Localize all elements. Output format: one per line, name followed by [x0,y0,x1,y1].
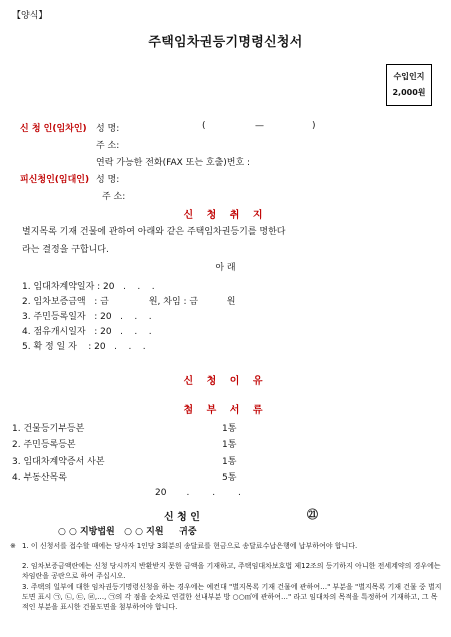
date-line: 20 . . . [155,488,241,498]
note-2: 2. 임차보증금액란에는 신청 당시까지 반환받지 못한 금액을 기재하고, 주택임대차보호법 제12조의 등기하지 아니한 전세계약의 경우에는 차임란을 공란으로 하여 주십시오. [22,562,441,580]
attachment-1-count: 1통 [222,424,237,434]
paren-open: ( [202,121,206,131]
respondent-label: 피신청인(임대인) [20,175,90,185]
note-1: 1. 이 신청서를 접수할 때에는 당사자 1인당 3회분의 송달료를 현금으로 송달료수납은행에 납부하여야 합니다. [22,542,358,550]
item-1: 1. 임대차계약일자 : 20 . . . [22,282,155,292]
form-type-label: 【양식】 [12,11,48,21]
attachment-3-count: 1통 [222,457,237,467]
purpose-line-1: 별지목록 기재 건물에 관하여 아래와 같은 주택임차권등기를 명한다 [22,227,286,237]
attachment-2-count: 1통 [222,440,237,450]
purpose-heading: 신 청 취 지 [183,210,268,221]
document-title: 주택임차권등기명령신청서 [148,35,303,50]
applicant-name-label: 성 명: [96,124,120,134]
seal-icon: ㉑ [307,508,318,521]
signer-label: 신 청 인 [164,512,200,523]
item-3: 3. 주민등록일자 : 20 . . . [22,312,152,322]
purpose-line-2: 라는 결정을 구합니다. [22,245,109,255]
revenue-stamp-box [386,64,432,106]
applicant-contact-label: 연락 가능한 전화(FAX 또는 호출)번호 : [96,158,251,168]
attachment-2-name: 2. 주민등록등본 [12,440,76,450]
applicant-address-label: 주 소: [96,141,120,151]
respondent-name-label: 성 명: [96,175,120,185]
below-heading: 아 래 [215,263,236,273]
item-5: 5. 확 정 일 자 : 20 . . . [22,342,146,352]
item-2: 2. 임차보증금액 : 금 원, 차임 : 금 원 [22,297,236,307]
id-dash: — [255,121,264,131]
stamp-line-1: 수입인지 [393,72,425,81]
applicant-label: 신 청 인(임차인) [20,124,87,134]
reason-heading: 신 청 이 유 [183,376,268,387]
court-line: ○ ○ 지방법원 ○ ○ 지원 귀중 [58,527,197,537]
attachment-4-name: 4. 부동산목록 [12,473,67,483]
attachment-1-name: 1. 건물등기부등본 [12,424,85,434]
note-3: 3. 주택의 일부에 대한 임차권등기명령신청을 하는 경우에는 예컨대 "별지목록 기재 건물에 관하여…" 부분을 "별지목록 기재 건물 중 별지도면 표시 ㉠, ㉡, ㉢, ㉣,…, ㉠의 각 점을 순차로 연결한 선내부분 방 ○○㎡에 관하여…" 라고 임대차의 목적을 특정하여 기재하고, 그 목적인 부분을 표시한 건물도면을 첨부하여야 합니다. [22,583,442,611]
respondent-address-label: 주 소: [102,192,126,202]
attachment-4-count: 5통 [222,473,237,483]
stamp-line-2: 2,000원 [392,88,426,97]
attachment-3-name: 3. 임대차계약증서 사본 [12,457,105,467]
notes-mark: ※ [10,542,16,550]
paren-close: ) [312,121,316,131]
item-4: 4. 점유개시일자 : 20 . . . [22,327,152,337]
attachments-heading: 첨 부 서 류 [183,405,268,416]
